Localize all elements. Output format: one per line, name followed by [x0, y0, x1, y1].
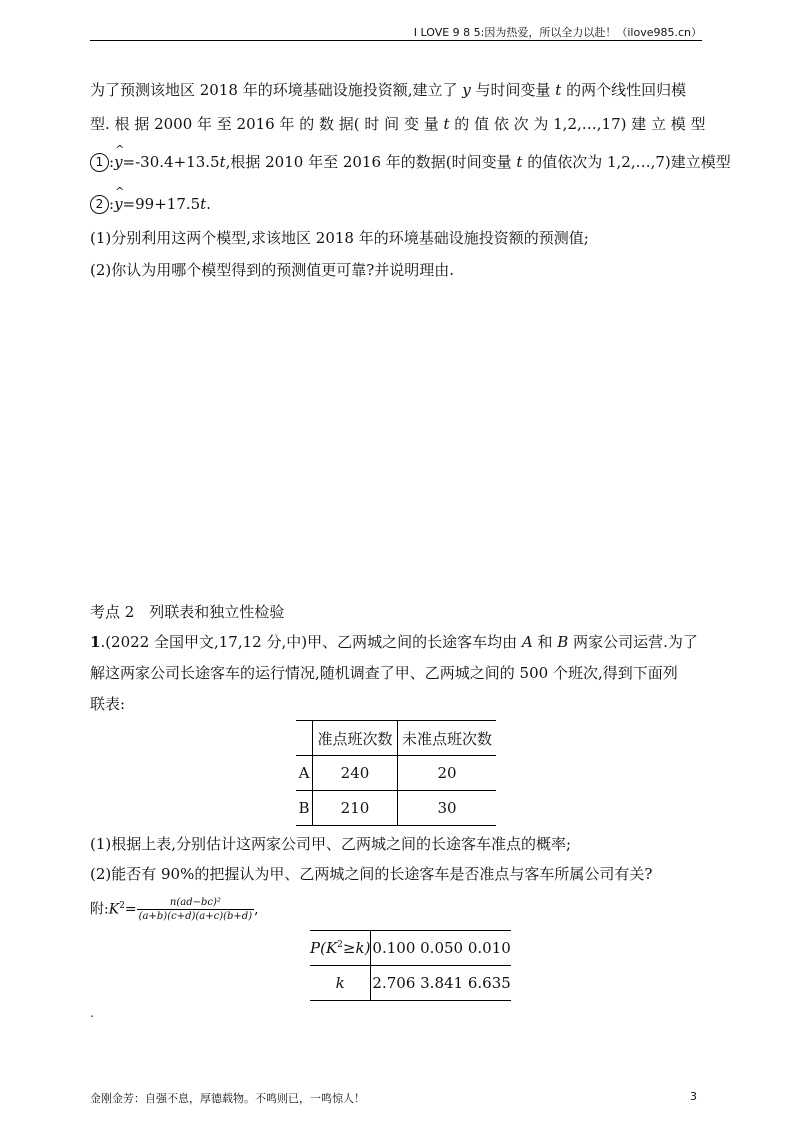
text-segment: =-30.4+13.5 — [122, 153, 220, 171]
table-label — [310, 966, 371, 1001]
text-segment: 为了预测该地区 2018 年的环境基础设施投资额,建立了 — [90, 81, 463, 99]
numerator: n(ad−bc)² — [137, 896, 254, 910]
question-2: (2)你认为用哪个模型得到的预测值更可靠?并说明理由. — [90, 261, 455, 279]
table-cell: A — [296, 756, 313, 791]
text-segment: 和 — [532, 633, 558, 651]
text-segment: =99+17.5 — [122, 195, 201, 213]
question-1: (1)分别利用这两个模型,求该地区 2018 年的环境基础设施投资额的预测值; — [90, 229, 589, 247]
var-t: t — [516, 153, 523, 171]
critical-value-table — [310, 930, 511, 1001]
question-2: (2)能否有 90%的把握认为甲、乙两城之间的长途客车是否准点与客车所属公司有关? — [90, 865, 653, 883]
contingency-table — [296, 720, 496, 826]
var-t: t — [555, 81, 562, 99]
text-segment: 的值依次为 1,2,…,7)建立模型 — [522, 153, 731, 171]
model-1-line — [90, 152, 731, 172]
problem-1-line-2: 解这两家公司长途客车的运行情况,随机调查了甲、乙两城之间的 500 个班次,得到下面列 — [90, 664, 678, 682]
text-segment: ≥k) — [342, 939, 371, 957]
denominator: (a+b)(c+d)(a+c)(b+d) — [138, 911, 253, 922]
text-segment: 附: — [90, 901, 109, 918]
problem-number: 1 — [90, 633, 101, 651]
question-1: (1)根据上表,分别估计这两家公司甲、乙两城之间的长途客车准点的概率; — [90, 835, 572, 853]
table-row — [310, 931, 511, 966]
text-segment: 的两个线性回归模 — [561, 81, 687, 99]
text-segment: 型. 根 据 2000 年 至 2016 年 的 数 据( 时 间 变 量 — [90, 115, 444, 133]
text-segment: : — [109, 195, 115, 213]
text-segment: ,根据 2010 年至 2016 年的数据(时间变量 — [225, 153, 517, 171]
circled-number-2: 2 — [90, 195, 109, 214]
page-number: 3 — [690, 1090, 697, 1103]
text-segment: = — [124, 901, 137, 918]
table-header: 准点班次数 — [313, 721, 398, 756]
var-t: t — [200, 195, 207, 213]
table-header-row — [296, 721, 496, 756]
text-segment: . — [206, 195, 211, 213]
chi-square-formula — [90, 896, 259, 923]
text-segment: : — [109, 153, 115, 171]
var-y: y — [462, 81, 471, 99]
table-row — [310, 966, 511, 1001]
table-cell: 2.706 3.841 6.635 — [371, 966, 511, 1001]
text-segment: , — [254, 901, 259, 918]
var-t: t — [219, 153, 226, 171]
problem-text-line-1 — [90, 80, 702, 100]
problem-1-line-3: 联表: — [90, 695, 126, 713]
text-segment: P( — [310, 939, 326, 957]
company-a: A — [521, 633, 533, 651]
table-cell — [296, 721, 313, 756]
y-hat: ^ y — [114, 194, 122, 214]
header-rule — [90, 40, 702, 41]
model-2-line — [90, 194, 702, 214]
var-k: K — [108, 901, 120, 918]
table-cell: 240 — [313, 756, 398, 791]
table-cell: B — [296, 791, 313, 826]
company-b: B — [557, 633, 569, 651]
text-segment: 与时间变量 — [470, 81, 556, 99]
superscript: 2 — [337, 940, 343, 950]
table-cell: 0.100 0.050 0.010 — [371, 931, 511, 966]
fraction — [137, 896, 254, 923]
y-hat: ^ y — [114, 152, 122, 172]
table-row — [296, 791, 496, 826]
table-label — [310, 931, 371, 966]
circled-number-1: 1 — [90, 153, 109, 172]
table-row — [296, 756, 496, 791]
page-header: I LOVE 9 8 5:因为热爱，所以全力以赴！（ilove985.cn） — [413, 26, 702, 39]
var-t: t — [443, 115, 450, 133]
text-segment: .(2022 全国甲文,17,12 分,中)甲、乙两城之间的长途客车均由 — [100, 633, 522, 651]
text-segment: k — [335, 974, 345, 992]
table-cell: 210 — [313, 791, 398, 826]
text-segment: 两家公司运营.为了 — [568, 633, 698, 651]
section-title: 考点 2 列联表和独立性检验 — [90, 603, 285, 621]
problem-1-line-1 — [90, 632, 702, 652]
table-cell: 30 — [398, 791, 497, 826]
text-segment: K — [325, 939, 338, 957]
table-cell: 20 — [398, 756, 497, 791]
superscript: 2 — [119, 900, 125, 911]
stray-dot: . — [90, 1006, 94, 1020]
table-header: 未准点班次数 — [398, 721, 497, 756]
footer-motto: 金刚金芳：自强不息，厚德载物。不鸣则已，一鸣惊人！ — [90, 1092, 365, 1105]
text-segment: 的 值 依 次 为 1,2,…,17) 建 立 模 型 — [449, 115, 706, 133]
problem-text-line-2 — [90, 114, 706, 134]
